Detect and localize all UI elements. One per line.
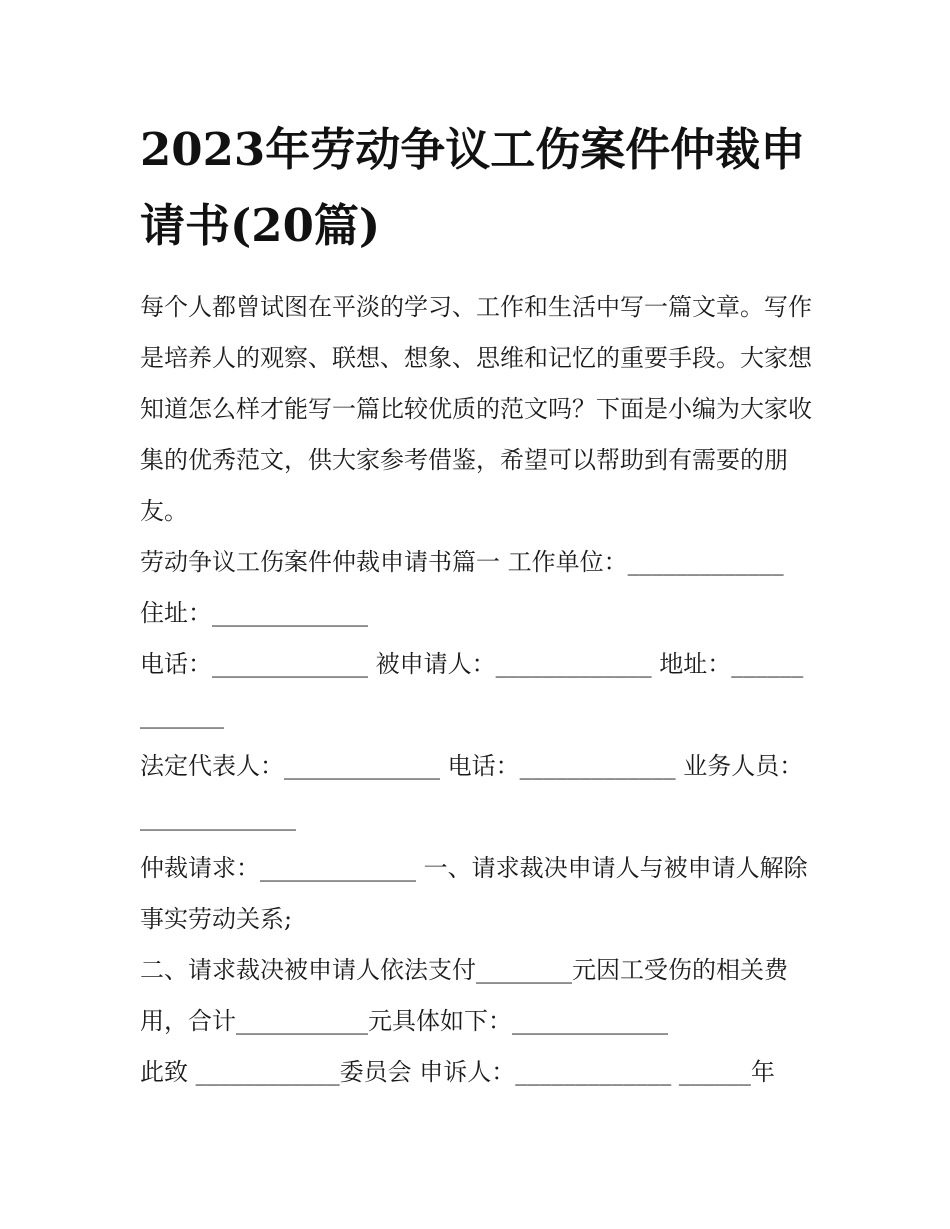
form-line-phone-respondent: 电话：_____________ 被申请人：_____________ 地址：_____________: [140, 650, 804, 729]
form-line-compensation: 二、请求裁决被申请人依法支付________元因工受伤的相关费用，合计___________元具体如下：_____________: [140, 956, 788, 1035]
form-line-closing: 此致 ____________委员会 申诉人：_____________ ______年: [140, 1058, 775, 1086]
form-line-address: 住址：_____________: [140, 599, 368, 627]
document-page: [140, 112, 812, 1098]
intro-paragraph: 每个人都曾试图在平淡的学习、工作和生活中写一篇文章。写作是培养人的观察、联想、想象、思维和记忆的重要手段。大家想知道怎么样才能写一篇比较优质的范文吗？下面是小编为大家收集的优秀范文，供大家参考借鉴，希望可以帮助到有需要的朋友。: [140, 293, 812, 525]
form-line-employer: 劳动争议工伤案件仲裁申请书篇一 工作单位：_____________: [140, 548, 784, 576]
document-body: [140, 282, 812, 1098]
form-line-arbitration-request: 仲裁请求：_____________ 一、请求裁决申请人与被申请人解除事实劳动关系;: [140, 854, 808, 933]
document-title: 2023年劳动争议工伤案件仲裁申请书(20篇): [140, 123, 806, 252]
form-line-legal-representative: 法定代表人：_____________ 电话：_____________ 业务人员：_____________: [140, 752, 804, 831]
